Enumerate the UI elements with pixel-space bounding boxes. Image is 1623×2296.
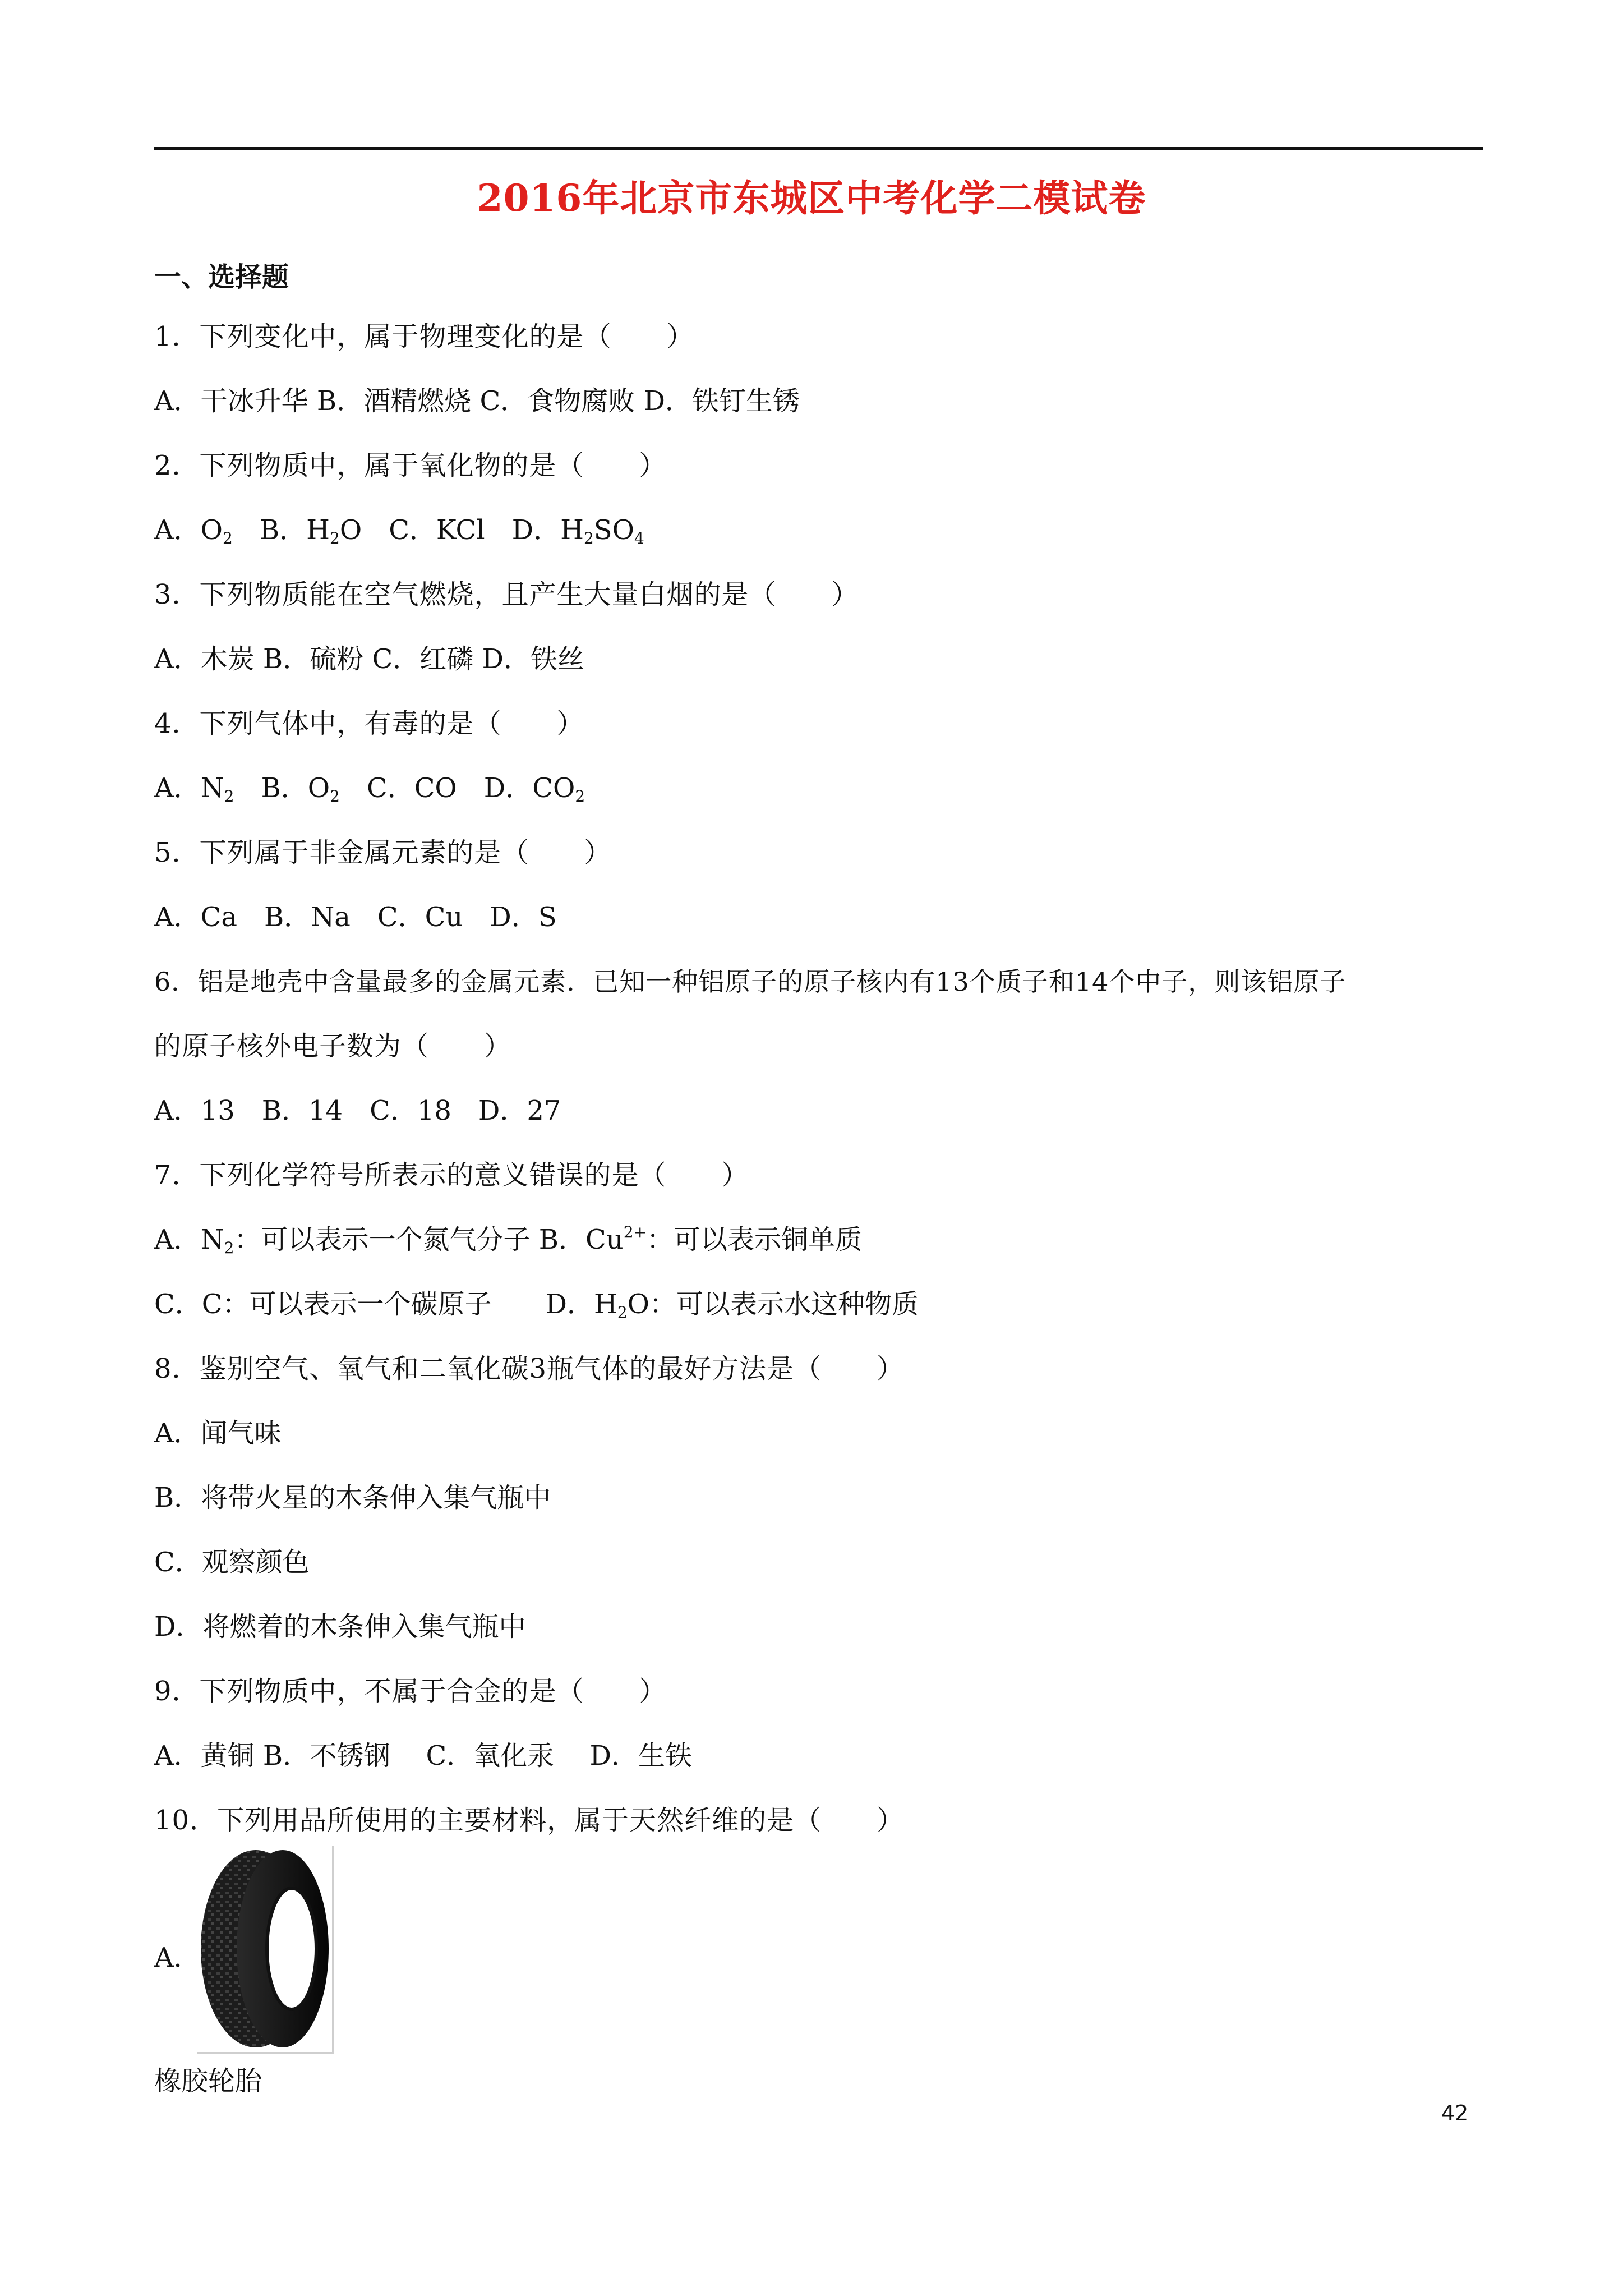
question-9-options: A．黄铜 B．不锈钢 C．氧化汞 D．生铁: [154, 1740, 692, 1772]
question-7-stem: 7．下列化学符号所表示的意义错误的是（ ）: [154, 1159, 749, 1191]
question-6-options: A．13 B．14 C．18 D．27: [154, 1095, 561, 1126]
question-5-options: A．Ca B．Na C．Cu D．S: [154, 901, 557, 933]
tire-image: [197, 1846, 334, 2054]
question-3-stem: 3．下列物质能在空气燃烧，且产生大量白烟的是（ ）: [154, 579, 859, 610]
question-7-options-cd: C．C：可以表示一个碳原子 D．$H_2O$：可以表示水这种物质: [154, 1289, 919, 1322]
question-6-stem-line1: 6．铝是地壳中含量最多的金属元素．已知一种铝原子的原子核内有13个质子和14个中子，则该铝原子: [154, 967, 1347, 997]
question-10-option-a-caption: 橡胶轮胎: [154, 2065, 262, 2097]
question-8-option-c: C．观察颜色: [154, 1547, 310, 1578]
tire-icon: [197, 1846, 332, 2052]
question-8-stem: 8．鉴别空气、氧气和二氧化碳3瓶气体的最好方法是（ ）: [154, 1353, 905, 1384]
question-8-option-a: A．闻气味: [154, 1418, 282, 1449]
question-4-options: A．$N_2$ B．$O_2$ C．CO D．$CO_2$: [154, 772, 585, 806]
header-rule: [154, 147, 1483, 150]
question-8-option-d: D．将燃着的木条伸入集气瓶中: [154, 1611, 526, 1642]
question-5-stem: 5．下列属于非金属元素的是（ ）: [154, 837, 612, 868]
page-title: 2016年北京市东城区中考化学二模试卷: [477, 176, 1146, 220]
question-10-option-a-label: A．: [154, 1942, 201, 1973]
question-1-options: A．干冰升华 B．酒精燃烧 C．食物腐败 D．铁钉生锈: [154, 385, 800, 417]
question-2-stem: 2．下列物质中，属于氧化物的是（ ）: [154, 450, 667, 481]
page-number: 42: [1441, 2101, 1469, 2125]
question-8-option-b: B．将带火星的木条伸入集气瓶中: [154, 1482, 551, 1513]
question-2-options: A．$O_2$ B．$H_2O$ C．KCl D．$H_2SO_4$: [154, 514, 644, 547]
question-7-options-ab: A．$N_2$：可以表示一个氮气分子 B．$Cu^{2+}$：可以表示铜单质: [154, 1223, 862, 1257]
question-9-stem: 9．下列物质中，不属于合金的是（ ）: [154, 1676, 667, 1707]
section-heading: 一、选择题: [154, 261, 289, 293]
question-1-stem: 1．下列变化中，属于物理变化的是（ ）: [154, 321, 694, 352]
question-4-stem: 4．下列气体中，有毒的是（ ）: [154, 708, 584, 739]
question-6-stem-line2: 的原子核外电子数为（ ）: [154, 1030, 512, 1062]
question-3-options: A．木炭 B．硫粉 C．红磷 D．铁丝: [154, 643, 584, 675]
question-10-stem: 10．下列用品所使用的主要材料，属于天然纤维的是（ ）: [154, 1805, 905, 1836]
